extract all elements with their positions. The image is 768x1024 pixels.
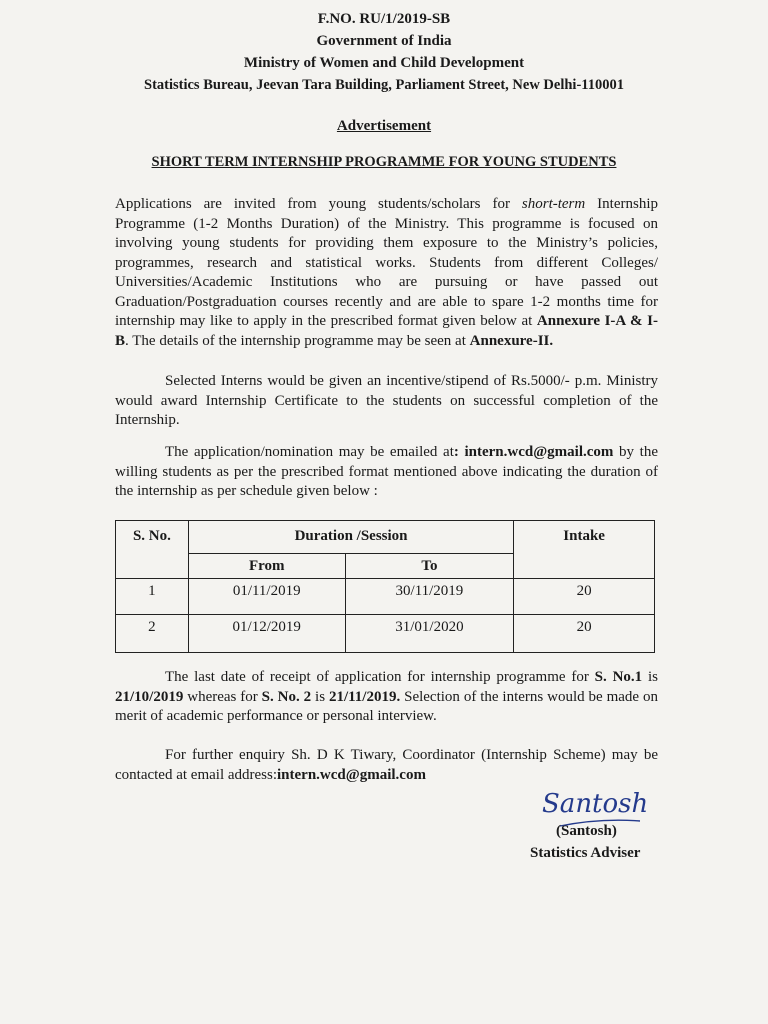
row-sno: 1	[116, 579, 189, 615]
signature-text: Santosh	[542, 789, 649, 819]
row-intake: 20	[514, 579, 655, 615]
signatory-title: Statistics Adviser	[530, 845, 641, 861]
last-date-paragraph: The last date of receipt of application for internship programme for S. No.1 is 21/10/2019 whereas for S. No. 2 is 21/11/2019. Selection of the interns would be made on merit of academic performance or personal interview.	[115, 669, 658, 724]
header-sno: S. No.	[116, 521, 189, 579]
stipend-paragraph: Selected Interns would be given an incentive/stipend of Rs.5000/- p.m. Ministry would award Internship Certificate to the students on successful completion of the Internship.	[115, 373, 658, 428]
header-from: From	[188, 554, 345, 579]
row-to: 30/11/2019	[345, 579, 514, 615]
signatory-name: (Santosh)	[556, 823, 617, 839]
header-intake: Intake	[514, 521, 655, 579]
advertisement-heading: Advertisement	[336, 118, 432, 134]
application-paragraph: The application/nomination may be emailed at: intern.wcd@gmail.com by the willing students as per the prescribed format mentioned above indicating the duration of the internship as per schedule given below :	[115, 444, 658, 499]
row-to: 31/01/2020	[345, 615, 514, 653]
table-row	[116, 615, 655, 653]
address-heading: Statistics Bureau, Jeevan Tara Building, Parliament Street, New Delhi-110001	[144, 77, 624, 93]
row-sno: 2	[116, 615, 189, 653]
file-number: F.NO. RU/1/2019-SB	[317, 11, 451, 27]
schedule-table	[115, 520, 655, 653]
header-to: To	[345, 554, 514, 579]
signature-icon	[530, 782, 660, 827]
header-duration: Duration /Session	[188, 521, 513, 554]
table-row	[116, 579, 655, 615]
government-heading: Government of India	[316, 33, 452, 49]
programme-title: SHORT TERM INTERNSHIP PROGRAMME FOR YOUNG STUDENTS	[151, 154, 617, 170]
ministry-heading: Ministry of Women and Child Development	[243, 55, 525, 71]
row-from: 01/11/2019	[188, 579, 345, 615]
row-from: 01/12/2019	[188, 615, 345, 653]
intro-paragraph: Applications are invited from young students/scholars for short-term Internship Programme (1-2 Months Duration) of the Ministry. This programme is focused on involving young students for providing them exposure to the Ministry’s policies, programmes, research and statistical works. Students from different Colleges/ Universities/Academic Institutions who are pursuing or have passed out Graduation/Postgraduation courses recently and are able to spare 1-2 months time for internship may like to apply in the prescribed format given below at Annexure I-A & I-B. The details of the internship programme may be seen at Annexure-II.	[115, 196, 658, 349]
enquiry-paragraph: For further enquiry Sh. D K Tiwary, Coordinator (Internship Scheme) may be contacted at email address:intern.wcd@gmail.com	[115, 747, 658, 783]
row-intake: 20	[514, 615, 655, 653]
